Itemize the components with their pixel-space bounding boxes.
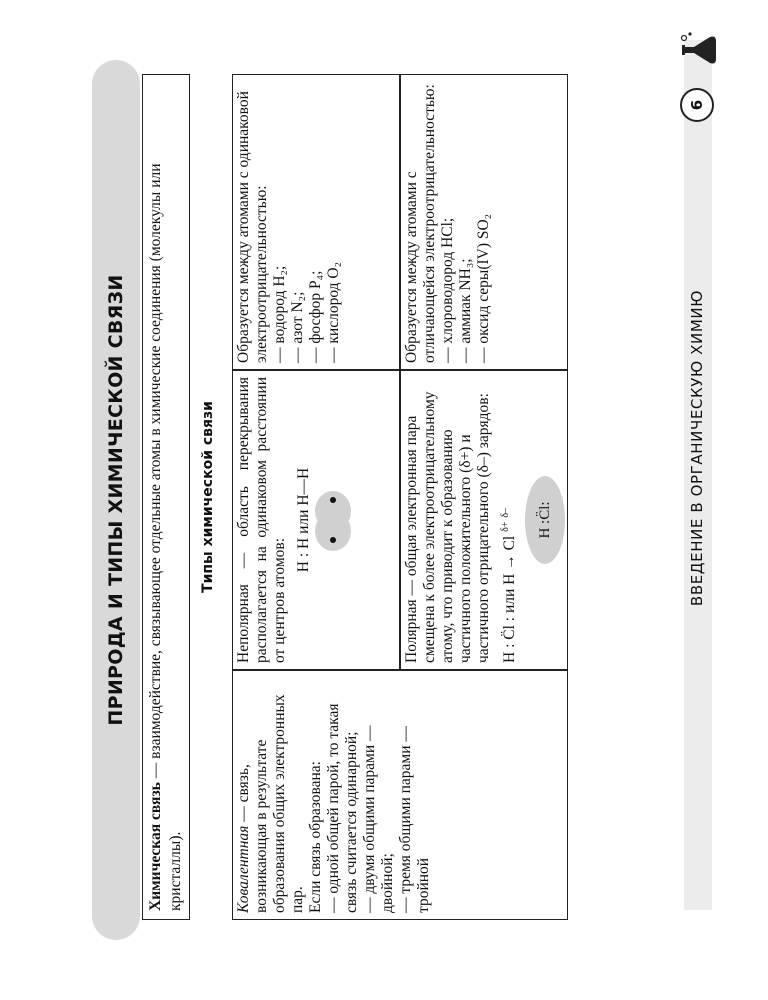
definition-box (142, 74, 190, 920)
definition-term: Химическая связь (147, 782, 164, 911)
polar-cell (401, 371, 567, 669)
nonpolar-example-item: — водород H₂; (271, 265, 288, 363)
nonpolar-examples-cell (233, 75, 399, 369)
polar-cloud-label: H :C̈l: (525, 476, 565, 564)
definition-text: — взаимодействие, связывающее отдельные атомы в химические соединения (молекулы или кристаллы). (147, 163, 184, 911)
nonpolar-text: Неполярная — область перекрывания располагается на одинаковом расстоянии от центров атомов: (235, 377, 288, 663)
nonpolar-cell (233, 371, 399, 669)
nonpolar-example-item: — азот N₂; (289, 291, 306, 363)
delta-plus-label: δ+ (500, 521, 511, 532)
polar-formula: H : C̈l : или H → Cl (501, 535, 519, 663)
table-title: Типы химической связи (200, 401, 216, 593)
polar-example-item: — оксид серы(IV) SO₂ (475, 213, 492, 363)
polar-examples-intro: Образуется между атомами с отличающейся электроотрицательностью: (403, 84, 438, 363)
page-title: ПРИРОДА И ТИПЫ ХИМИЧЕСКОЙ СВЯЗИ (105, 274, 127, 726)
page-number: 6 (680, 88, 714, 122)
covalent-intro: — связь, возникающая в результате образования общих электронных пар. (235, 694, 306, 913)
covalent-item: — одной общей парой, то такая связь считается одинарной; (325, 703, 360, 913)
polar-text: Полярная — общая электронная пара смещена к более электроотрицательному атому, что приводит к образованию частичного положительного (δ+) и частичного отрицательного (δ–) зарядов: (403, 391, 492, 663)
covalent-formed: Если связь образована: (307, 761, 324, 913)
polar-cloud-diagram (519, 377, 565, 663)
title-band (92, 60, 140, 940)
covalent-item: — двумя общими парами — двойной; (361, 725, 396, 913)
bond-types-table (232, 74, 568, 920)
polar-examples-cell (401, 75, 567, 369)
covalent-term: Ковалентная (235, 825, 252, 913)
footer-section: ВВЕДЕНИЕ В ОРГАНИЧЕСКУЮ ХИМИЮ (688, 290, 706, 607)
nonpolar-formula: H : H или H—H (295, 467, 312, 573)
nonpolar-examples-intro: Образуется между атомами с одинаковой электроотрицательностью: (235, 91, 270, 363)
delta-minus-label: δ– (500, 507, 511, 518)
flask-icon (676, 28, 720, 72)
polar-example-item: — хлороводород HCl; (439, 217, 456, 363)
polar-example-item: — аммиак NH₃; (457, 258, 474, 363)
nonpolar-example-item: — фосфор P₄; (307, 270, 324, 363)
covalent-item: — тремя общими парами — тройной (397, 726, 432, 913)
covalent-cell (233, 671, 567, 919)
polar-formula-line (497, 377, 519, 663)
nonpolar-example-item: — кислород O₂ (325, 262, 342, 363)
electron-cloud-diagram (313, 377, 351, 663)
